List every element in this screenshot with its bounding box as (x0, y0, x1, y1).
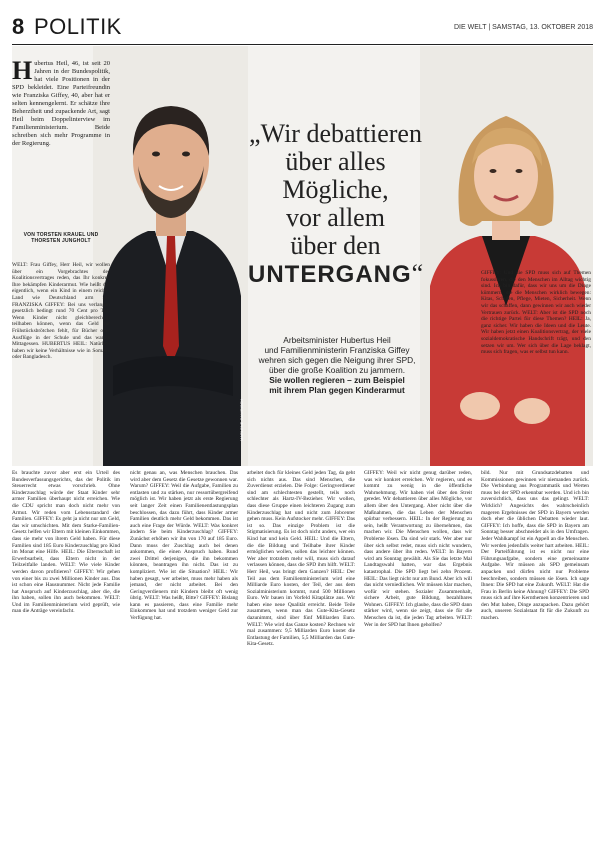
section-title: POLITIK (34, 14, 122, 39)
quote-line-2: über alles (285, 147, 386, 176)
deck-line-3: wehren sich gegen die Neigung ihrer SPD, (258, 355, 416, 365)
masthead: DIE WELT | SAMSTAG, 13. OKTOBER 2018 (453, 24, 593, 31)
deck-bold-line-2: mit ihrem Plan gegen Kinderarmut (269, 385, 405, 395)
byline: VON TORSTEN KRAUEL UND THORSTEN JUNGHOLT (23, 232, 99, 244)
deck-line-1: Arbeitsminister Hubertus Heil (283, 335, 391, 345)
quote-line-4: vor allem (286, 203, 385, 232)
article-column-3: arbeitet doch für kleines Geld jeden Tag, da geht sich nichts aus. Das sind Menschen, die Zuverdienst erzielen. Die Folge: Geringverdiener sind am schlechtesten gestellt, teils noch schlechter als Hartz-IV-Bezieher. Wir wollen, dass diese Gruppe einen leichteren Zugang zum Kinderzuschlag hat und nicht zum Jobcenter gehen muss. Kein Aufstocker mehr. GIFFEY: Das ist so. Das einzige Problem ist die Stigmatisierung. Es ist doch nicht anders, wer ein Kind hat und kein Geld. HEIL: Und die Eltern, die die Bildung und Teilhabe ihrer Kinder ermöglichen wollen, sollen das leichter können. Wer aber trotzdem mehr will, muss sich darauf verlassen können, dass die SPD ihm hilft. WELT: Herr Heil, was bringt dem Ganzen? HEIL: Der Teil aus dem Familienministerium wird eine Milliarde Euro kosten, der Teil, der aus dem Sozialministerium kommt, rund 500 Millionen Euro. Wir bauen im Vorfeld Kitaplätze aus. Wir haben eine neue Qualität erreicht. Beide Teile zusammen, wenn man das Gute-Kita-Gesetz dazunimmt, sind über fünf Milliarden Euro. WELT: Wie wird das Ganze kosten? Rechnen wir mal zusammen: 9,5 Milliarden Euro kostet die Entlastung der Familien, 5,5 Milliarden das Gute-Kita-Gesetz. (247, 470, 355, 648)
article-column-0: WELT: Frau Giffey, Herr Heil, wir wollen über ein Vorgebrachtes des Koalitionsvertrages reden, das Ihr konkret, Ihre bekämpfen Kinderarmut. Wie heißt das eigentlich, wenn ein Kind in einem reichen Land wie Deutschland arm ist? FRANZISKA GIFFEY: Bei uns verlangen gesetzlich bedingt rund 70 Cent pro Tag. Wenn Kinder nicht gleichberechtigt teilhaben können, wenn das Geld für Frühstücksbrötchen fehlt, für Bücher oder Ausflüge in der Schule und das warme Mittagessen. HUBERTUS HEIL: Natürlich haben wir keine Verhältnisse wie in Somalia oder Bangladesch. (12, 262, 110, 361)
page-number: 8 (12, 14, 25, 39)
quote-end-mark: “ (411, 259, 424, 288)
article-column-2: nicht genau an, was Menschen brauchen. Das wird aber dem Gesetz die Gesetze gewonnen war. Warum? GIFFEY: Weil die Aufgabe, Familien zu entlasten und zu stärken, nur ressortübergreifend möglich ist. Wir haben jetzt als erste Regierung seit langer Zeit einen Familienentlastungsplan beschlossen, das dazu führt, dass Kinder armer Familien deutlich mehr Geld bekommen. Das ist auch eine Frage der Würde. WELT: Was konkret ändern Sie beim Kinderzuschlag? GIFFEY: Zunächst erhöhen wir ihn von 170 auf 185 Euro. Dann muss der Zuschlag auch bei denen ankommen, die einen Anspruch haben. Rund zwei Drittel derjenigen, die ihn bekommen könnten, beantragen ihn nicht. Das ist zu kompliziert. Wie ist die Situation? HEIL: Wir haben gesagt, wer arbeitet, muss mehr haben als jemand, der nicht arbeitet. Bei den Geringverdienern mit Kindern bleibt oft wenig übrig. WELT: Was heißt, Bitte? GIFFEY: Bislang kann es passieren, dass eine Familie mehr Einkommen hat und trotzdem weniger Geld zur Verfügung hat. (130, 470, 238, 622)
deck-bold-line-1: Sie wollen regieren – zum Beispiel (269, 375, 405, 385)
pull-quote (248, 120, 423, 289)
quote-line-3: Mögliche, (282, 175, 389, 204)
quote-line-1: „Wir debattieren (249, 119, 422, 148)
intro-text: ubertus Heil, 46, ist seit 20 Jahren in der Bundespolitik, hat viele Positionen in der SPD bekleidet. Eine Parteifreundin wie Franziska Giffey, 40, aber hat er selten kennengelernt. Er schätze ihre Beherztheit und zupackende Art, sagt Heil beim Doppelinterview im Familienministerium. Beide schreiben sich mehr Programme in der Regierung. (12, 60, 110, 147)
intro-paragraph (12, 56, 110, 148)
quote-bold-word: UNTERGANG (248, 261, 412, 288)
article-deck (248, 335, 426, 395)
article-column-5: bild. Nur mit Grundsatzdebatten und Kommissionen gewinnen wir niemanden zurück. Die Verbindung aus Programmatik und Werten muss bei der SPD erkennbar werden. Und ich bin zuversichtlich, dass uns das gelingt. WELT: Wirklich? Angesichts des wahrscheinlich mageren Ergebnisses der SPD in Bayern werden doch eher die üblichen Debatten wieder laut. GIFFEY: Ich hoffe, dass die SPD in Bayern am Sonntag besser abschneidet als in den Umfragen. Jeder Wahlkampf ist ein Appell an die Menschen. Wir werden jedenfalls weiter hart arbeiten. HEIL: Der Parteiführung ist es nicht nur eine Führungsaufgabe, sondern eine gemeinsame Aufgabe. Wir müssen als SPD gemeinsam anpacken und dürfen nicht nur Probleme beschreiben, sondern müssen sie lösen. Ich sage Ihnen: Die SPD hat eine Zukunft. WELT: Hat die Frau in Berlin keine Ahnung? GIFFEY: Die SPD muss sich auf ihre Kernthemen konzentrieren und den Mut haben, Dinge anzupacken. Dazu gehört auch, unseren Sozialstaat fit für die Zukunft zu machen. (481, 470, 589, 622)
photo-credit: MARLENE GAWRISCH (239, 398, 244, 441)
article-column-1: Es brauchte zuvor aber erst ein Urteil des Bundesverfassungsgerichts, das der Politik im Steuerrecht etwas vorschrieb. Ohne Kinderzuschlag würde der Staat Kinder sehr armer Familien überhaupt nicht erreichen. Wie die CDU spricht man doch nicht mehr von Armut. Wir reden vom Lebensstandard der Familien. GIFFEY: Es geht ja nicht nur um Geld, das wir umschichten. Mit dem Starke-Familien-Gesetz helfen wir Eltern mit kleinen Einkommen, dass sie mehr von ihrem Geld haben. Für diese Familien sind 185 Euro Kinderzuschlag pro Kind im Monat eine Hilfe. HEIL: Die Elternschaft ist Erwerbsarbeit, dass Eltern nicht in der Teilzeitfalle landen. WELT: Wie viele Kinder werden davon profitieren? GIFFEY: Wir gehen von einer bis zu zwei Millionen Kinder aus. Das ist schon eine Hausnummer. Nicht jede Familie hat Anspruch auf Kinderzuschlag, aber die, die ihn haben, sollen ihn auch bekommen. WELT: Und im Familienministerium wird geprüft, wie man die Anträge vereinfacht. (12, 470, 120, 615)
deck-line-4: über die große Koalition zu jammern. (268, 365, 406, 375)
photo-hubertus-heil (93, 46, 248, 466)
article-column-6: GIFFEY: Und die SPD muss sich auf Themen fokussieren, die den Menschen im Alltag wichtig sind. Ich bin dafür, dass wir uns um die Dinge kümmern, die die Menschen wirklich bewegen: Kitas, Schulen, Pflege, Mieten, Sicherheit. Wenn wir das schaffen, dann gewinnen wir auch wieder Vertrauen zurück. WELT: Aber ist die SPD noch die richtige Partei für diese Themen? HEIL: Ja, ganz sicher. Wir haben die Ideen und die Leute. Wir haben jetzt einen Koalitionsvertrag, der viele sozialdemokratische Handschrift trägt, und den setzen wir um. Wer sich über die Lage beklagt, muss sich fragen, was er selbst tun kann. (481, 270, 591, 356)
deck-line-2: und Familienministerin Franziska Giffey (264, 345, 410, 355)
quote-line-5: über den (290, 231, 381, 260)
article-column-4: GIFFEY: Weil wir nicht genug darüber reden, was wir konkret erreichen. Wir regieren, und es kommt zu wenig in die öffentliche Wahrnehmung. Wir haben viel über den Streit geredet. Wir debattieren über alles Mögliche, vor allem über den Untergang. Aber nicht über die Maßnahmen, die das Leben der Menschen spürbar verbessern. HEIL: In der Regierung zu sein, heißt Verantwortung zu übernehmen, das machen wir. Die Menschen wollen, dass wir Probleme lösen. Da sind wir stark. Wer aber nur über sich selbst redet, muss sich nicht wundern, dass andere über ihn reden. WELT: In Bayern wird am Sonntag gewählt. Als Sie das letzte Mal Landtagswahl hatten, war das Ergebnis katastrophal. Die SPD liegt bei zehn Prozent. HEIL: Das liegt nicht nur am Bund. Aber ich will das nicht verniedlichen. Wir müssen klar machen, wofür wir stehen. Sozialer Zusammenhalt, sichere Arbeit, gute Bildung, bezahlbares Wohnen. GIFFEY: Ich glaube, dass die SPD dann stärker wird, wenn sie zeigt, dass sie für die Menschen da ist, die jeden Tag arbeiten. WELT: Wer in der SPD hat Ihnen geholfen? (364, 470, 472, 628)
page-header (12, 12, 593, 45)
drop-cap: H (12, 56, 33, 85)
